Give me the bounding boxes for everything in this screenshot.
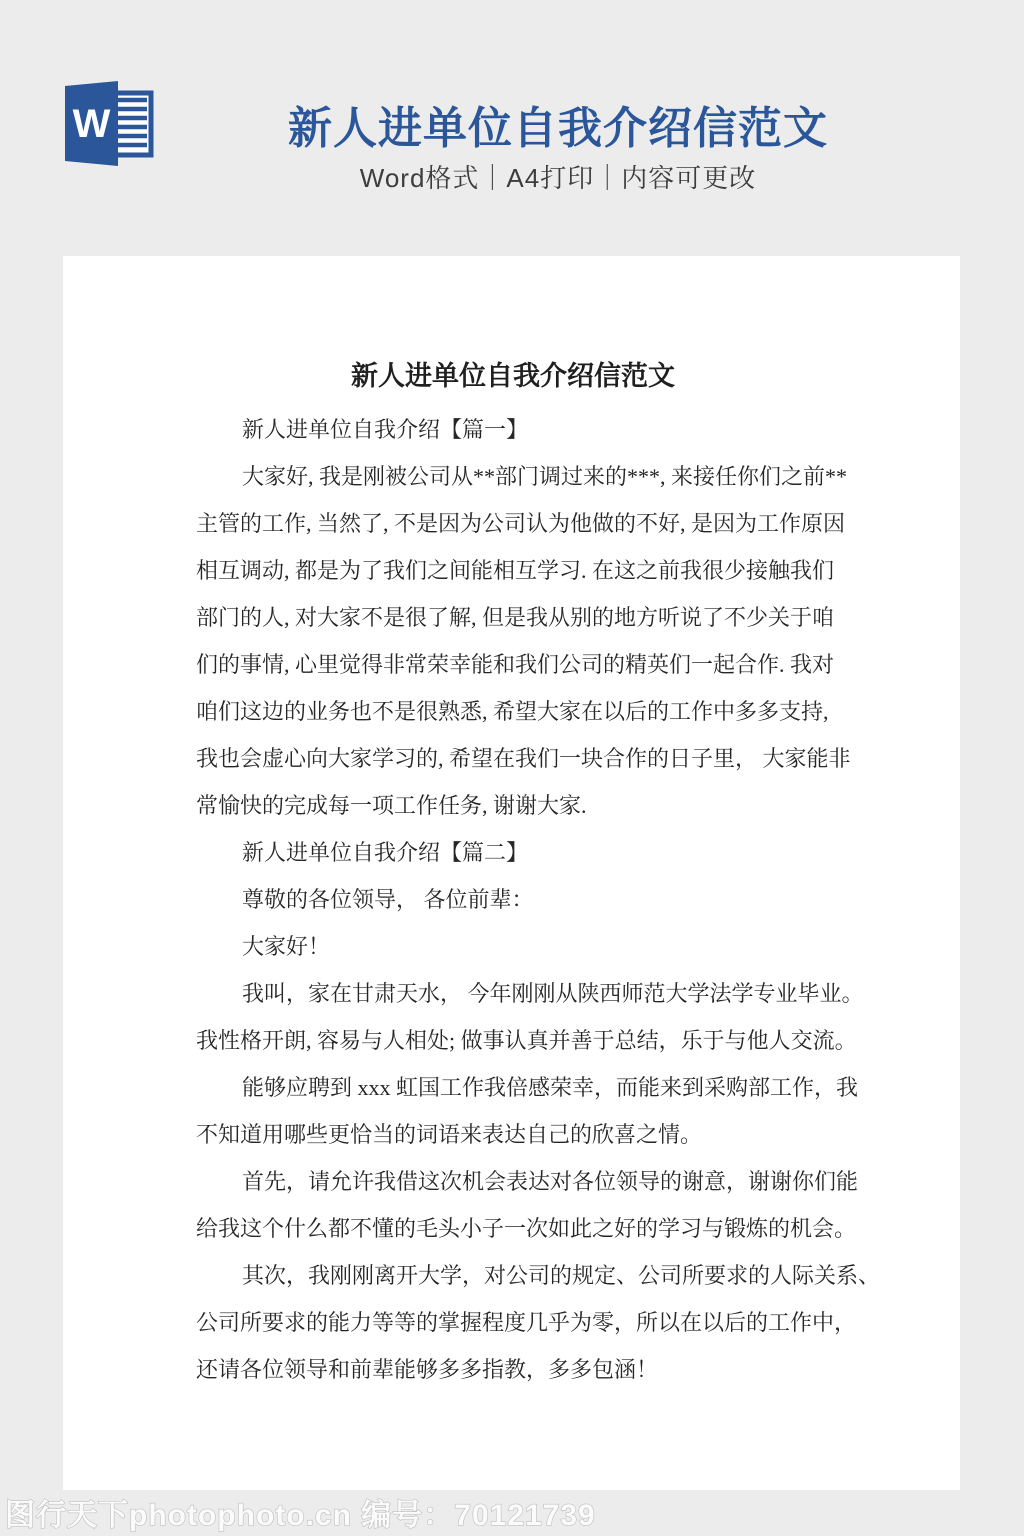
document-text-line: 常愉快的完成每一项工作任务, 谢谢大家. (196, 793, 587, 818)
document-text-line: 首先，请允许我借这次机会表达对各位领导的谢意，谢谢你们能 (242, 1169, 859, 1194)
document-text-line: 们的事情, 心里觉得非常荣幸能和我们公司的精英们一起合作. 我对 (196, 652, 835, 677)
document-body (196, 406, 881, 1393)
document-text-line: 部门的人, 对大家不是很了解, 但是我从别的地方听说了不少关于咱 (196, 605, 835, 630)
document-text-line: 大家好！ (242, 934, 331, 959)
document-text-line: 公司所要求的能力等等的掌握程度几乎为零，所以在以后的工作中， (196, 1310, 857, 1335)
header-subtitle: Word格式｜A4打印｜内容可更改 (359, 163, 757, 193)
document-text-line: 我性格开朗, 容易与人相处; 做事认真并善于总结，乐于与他人交流。 (196, 1028, 857, 1053)
document-text-line: 相互调动, 都是为了我们之间能相互学习. 在这之前我很少接触我们 (196, 558, 835, 583)
document-text-line: 我也会虚心向大家学习的, 希望在我们一块合作的日子里， 大家能非 (196, 746, 851, 771)
document-text-line: 尊敬的各位领导， 各位前辈： (242, 887, 534, 912)
document-text-line: 能够应聘到 xxx 虹国工作我倍感荣幸，而能来到采购部工作，我 (242, 1075, 859, 1100)
document-text-line: 我叫，家在甘肃天水， 今年刚刚从陕西师范大学法学专业毕业。 (242, 981, 864, 1006)
header-title: 新人进单位自我介绍信范文 (288, 104, 828, 153)
document-text-line: 咱们这边的业务也不是很熟悉, 希望大家在以后的工作中多多支持, (196, 699, 829, 724)
word-icon-letter: W (72, 102, 111, 146)
document-text-line: 给我这个什么都不懂的毛头小子一次如此之好的学习与锻炼的机会。 (196, 1216, 857, 1241)
document-text-line: 其次，我刚刚离开大学，对公司的规定、公司所要求的人际关系、 (242, 1263, 881, 1288)
document-text-line: 还请各位领导和前辈能够多多指教，多多包涵！ (196, 1357, 659, 1382)
document-text-line: 不知道用哪些更恰当的词语来表达自己的欣喜之情。 (196, 1122, 703, 1147)
document-page (63, 256, 960, 1490)
document-title: 新人进单位自我介绍信范文 (351, 361, 675, 391)
document-section-heading: 新人进单位自我介绍【篇一】 (242, 417, 529, 442)
watermark-text: 图行天下photophoto.cn 编号：70121739 (5, 1499, 596, 1532)
document-text-line: 大家好, 我是刚被公司从**部门调过来的***, 来接任你们之前** (242, 464, 848, 489)
document-section-heading: 新人进单位自我介绍【篇二】 (242, 840, 529, 865)
document-text-line: 主管的工作, 当然了, 不是因为公司认为他做的不好, 是因为工作原因 (196, 511, 846, 536)
